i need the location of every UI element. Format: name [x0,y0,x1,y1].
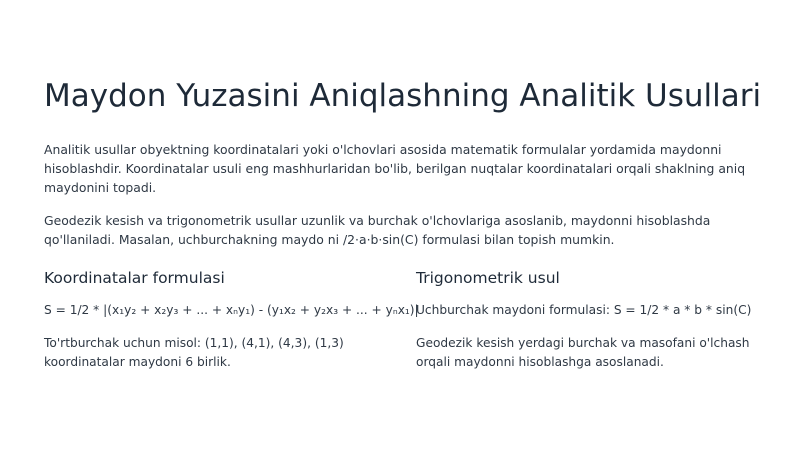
intro-section [44,140,756,249]
trigonometric-formula: Uchburchak maydoni formulasi: S = 1/2 * a * b * sin(C) [416,303,752,317]
columns [44,269,756,386]
trigonometric-description: Geodezik kesish yerdagi burchak va masofani o'lchash orqali maydonni hisoblashga asoslanadi. [416,336,750,369]
intro-paragraph-2: Geodezik kesish va trigonometrik usullar uzunlik va burchak o'lchovlariga asoslanib, maydonni hisoblashda qo'llaniladi. Masalan, uchburchakning maydo ni /2·a·b·sin(C) formulasi bilan topish mumkin. [44,213,711,247]
page-title: Maydon Yuzasini Aniqlashning Analitik Usullari [44,78,762,114]
coordinates-formula: S = 1/2 * |(x₁y₂ + x₂y₃ + ... + xₙy₁) - (y₁x₂ + y₂x₃ + ... + yₙx₁)| [44,303,419,317]
coordinates-column [44,269,419,386]
trigonometric-heading: Trigonometrik usul [416,269,560,287]
trigonometric-column [416,269,756,386]
coordinates-heading: Koordinatalar formulasi [44,269,225,287]
coordinates-example: To'rtburchak uchun misol: (1,1), (4,1), (4,3), (1,3) koordinatalar maydoni 6 birlik. [44,336,344,369]
intro-paragraph-1: Analitik usullar obyektning koordinatalari yoki o'lchovlari asosida matematik formulalar yordamida maydonni hisoblashdir. Koordinatalar usuli eng mashhurlaridan bo'lib, berilgan nuqtalar koordinatalari orqali shaklning aniq maydonini topadi. [44,142,746,195]
